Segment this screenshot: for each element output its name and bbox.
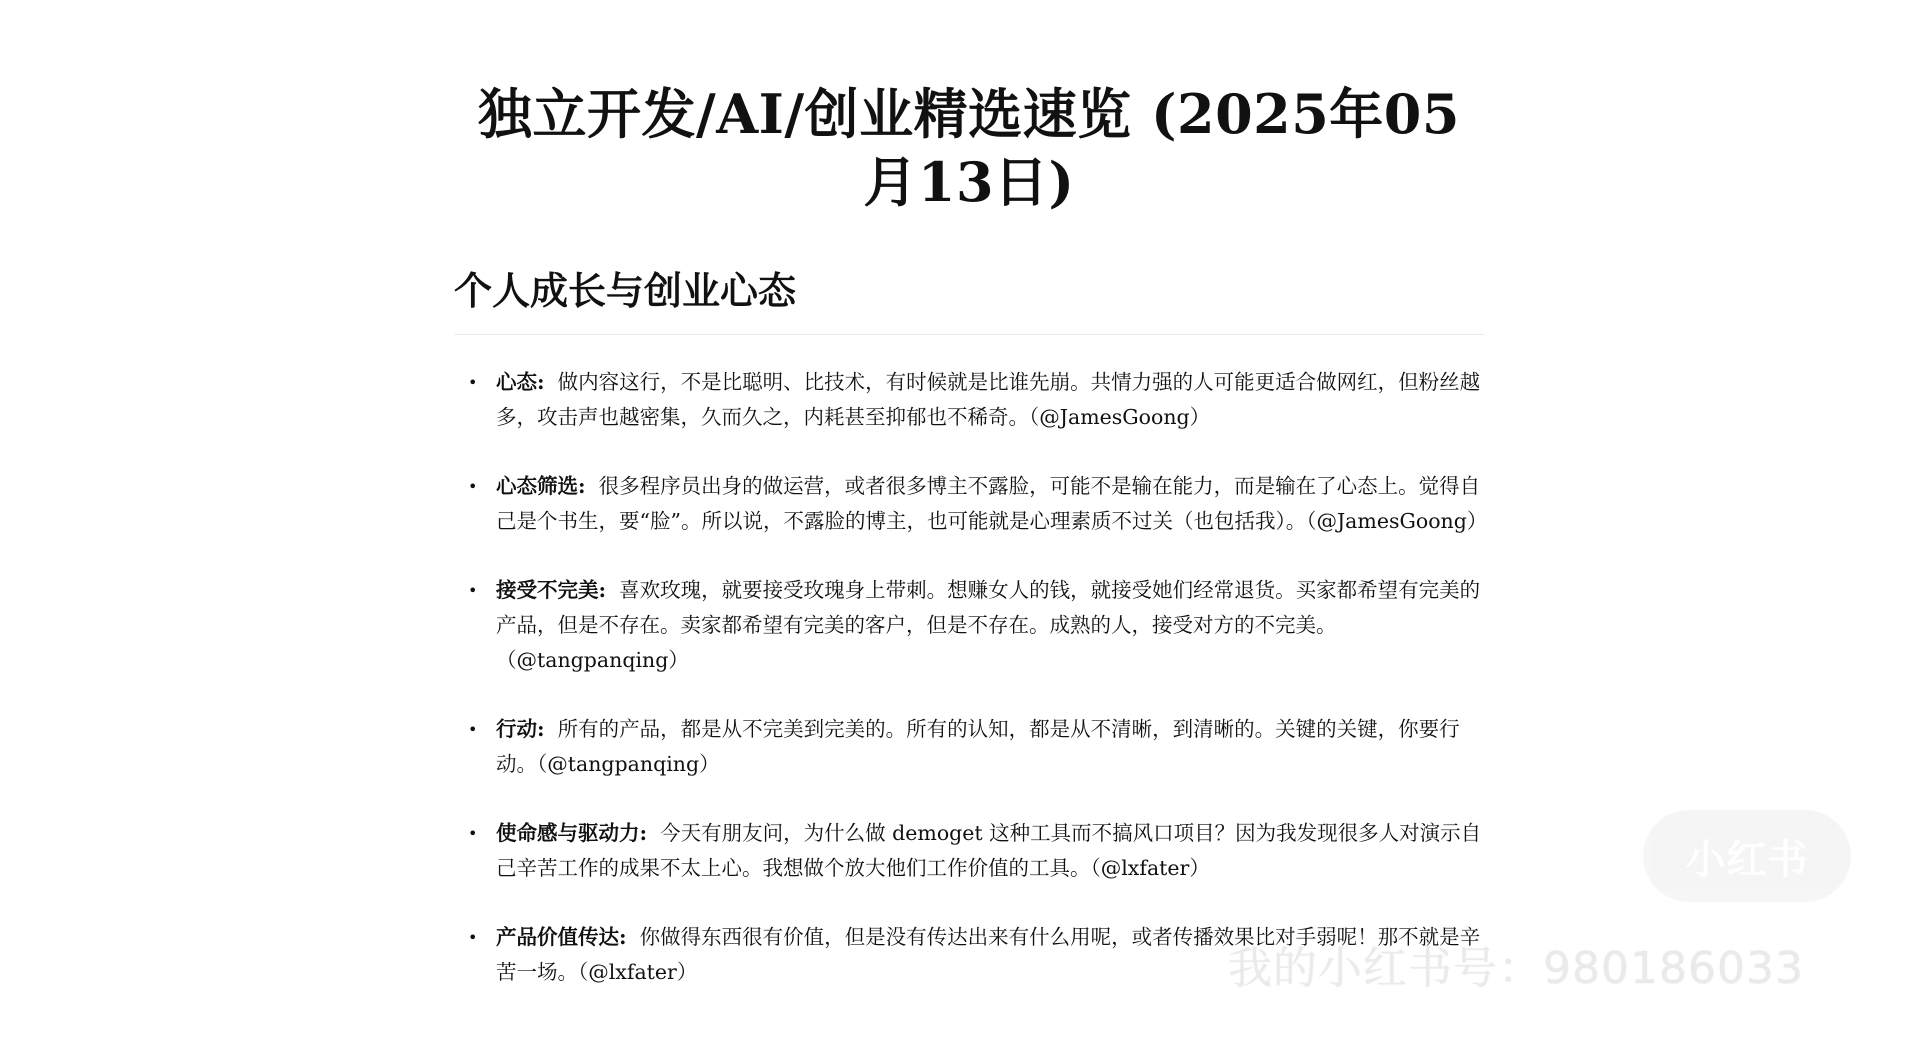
- bullet-icon: •: [468, 477, 478, 496]
- list-item: [454, 712, 1484, 782]
- item-text: 喜欢玫瑰，就要接受玫瑰身上带刺。想赚女人的钱，就接受她们经常退货。买家都希望有完美的产品，但是不存在。卖家都希望有完美的客户，但是不存在。成熟的人，接受对方的不完美。（@tangpanqing）: [496, 578, 1481, 672]
- item-label: 心态筛选:: [496, 474, 586, 498]
- bullet-icon: •: [468, 824, 478, 843]
- watermark-logo-text: 小红书: [1685, 836, 1809, 883]
- item-text: 做内容这行，不是比聪明、比技术，有时候就是比谁先崩。共情力强的人可能更适合做网红，但粉丝越多，攻击声也越密集，久而久之，内耗甚至抑郁也不稀奇。（@JamesGoong）: [496, 370, 1481, 429]
- item-label: 心态:: [496, 370, 545, 394]
- bullet-icon: •: [468, 720, 478, 739]
- list-item: [454, 816, 1484, 886]
- item-text: 所有的产品，都是从不完美到完美的。所有的认知，都是从不清晰，到清晰的。关键的关键，你要行动。（@tangpanqing）: [496, 717, 1460, 776]
- list-item: [454, 469, 1488, 539]
- bullet-icon: •: [468, 581, 478, 600]
- item-text: 今天有朋友问，为什么做 demoget 这种工具而不搞风口项目？因为我发现很多人对演示自己辛苦工作的成果不太上心。我想做个放大他们工作价值的工具。（@lxfater）: [496, 821, 1482, 880]
- list-item: [454, 365, 1484, 435]
- item-label: 产品价值传达:: [496, 925, 627, 949]
- bullet-icon: •: [468, 373, 478, 392]
- section-title: 个人成长与创业心态: [454, 266, 1484, 335]
- list-item: [454, 573, 1484, 678]
- bullet-list: [454, 365, 1488, 990]
- item-text: 很多程序员出身的做运营，或者很多博主不露脸，可能不是输在能力，而是输在了心态上。觉得自己是个书生，要“脸”。所以说，不露脸的博主，也可能就是心理素质不过关（也包括我）。（@JamesGoong）: [496, 474, 1488, 533]
- bullet-icon: •: [468, 928, 478, 947]
- item-label: 接受不完美:: [496, 578, 607, 602]
- account-id-watermark: 我的小红书号：980186033: [1228, 943, 1804, 994]
- item-label: 行动:: [496, 717, 545, 741]
- article-body: [454, 80, 1488, 1024]
- item-text: 你做得东西很有价值，但是没有传达出来有什么用呢，或者传播效果比对手弱呢！那不就是辛苦一场。（@lxfater）: [496, 925, 1481, 984]
- item-label: 使命感与驱动力:: [496, 821, 648, 845]
- page-title: 独立开发/AI/创业精选速览 (2025年05月13日): [478, 82, 1460, 214]
- xiaohongshu-logo-watermark: [1643, 810, 1851, 902]
